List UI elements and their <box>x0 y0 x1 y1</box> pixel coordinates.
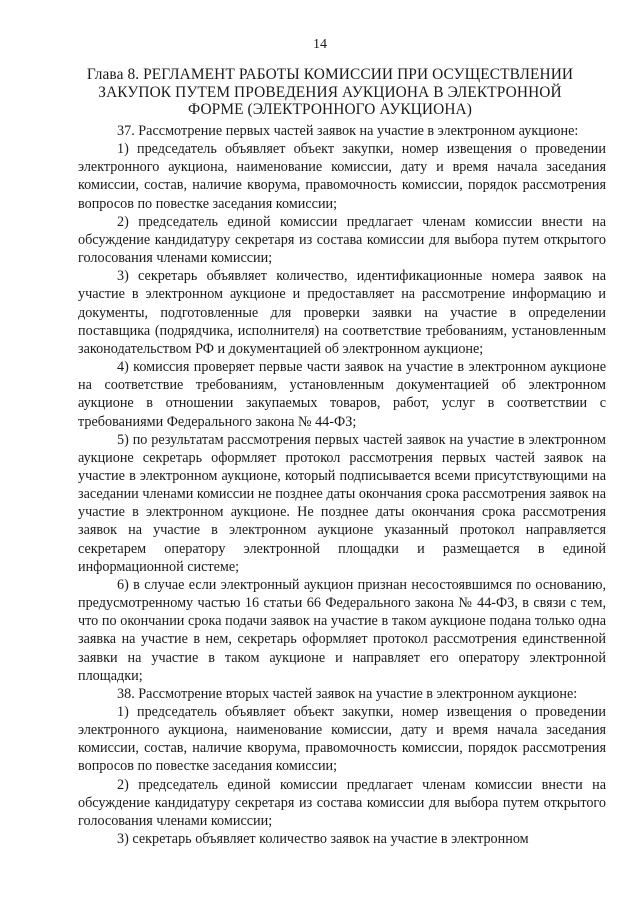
page-number: 14 <box>313 37 327 52</box>
paragraph-38-item-2: 2) председатель единой комиссии предлагает членам комиссии внести на обсуждение кандидатуру секретаря из состава комиссии для выбора путем открытого голосования членами комиссии; <box>78 776 606 829</box>
paragraph-38-item-1: 1) председатель объявляет объект закупки, номер извещения о проведении электронного аукциона, наименование комиссии, дату и время начала заседания комиссии, состав, наличие кворума, правомочность комиссии, порядок рассмотрения вопросов по повестке заседания комиссии; <box>78 704 606 775</box>
paragraph-section-37-heading: 37. Рассмотрение первых частей заявок на участие в электронном аукционе: <box>117 123 579 139</box>
paragraph-37-item-1: 1) председатель объявляет объект закупки, номер извещения о проведении электронного аукциона, наименование комиссии, дату и время начала заседания комиссии, состав, наличие кворума, правомочность комиссии, порядок рассмотрения вопросов по повестке заседания комиссии; <box>78 141 606 212</box>
paragraph-37-item-5: 5) по результатам рассмотрения первых частей заявок на участие в электронном аукционе секретарь оформляет протокол рассмотрения первых частей заявок на участие в электронном аукционе, который подписывается всеми присутствующими на заседании членами комиссии не позднее даты окончания срока рассмотрения заявок на участие в электронном аукционе. Не позднее даты окончания срока рассмотрения заявок на участие в электронном аукционе указанный протокол направляется секретарем оператору электронной площадки и размещается в единой информационной системе; <box>78 431 606 575</box>
paragraph-37-item-3: 3) секретарь объявляет количество, идентификационные номера заявок на участие в электронном аукционе и предоставляет на рассмотрение информацию и документы, подготовленные для проверки заявки на участие в определении поставщика (подрядчика, исполнителя) на соответствие требованиям, установленным законодательством РФ и документацией об электронном аукционе; <box>78 268 606 357</box>
paragraph-37-item-2: 2) председатель единой комиссии предлагает членам комиссии внести на обсуждение кандидатуру секретаря из состава комиссии для выбора путем открытого голосования членами комиссии; <box>78 213 606 267</box>
paragraph-38-item-3: 3) секретарь объявляет количество заявок на участие в электронном <box>117 831 529 848</box>
paragraph-37-item-6: 6) в случае если электронный аукцион признан несостоявшимся по основанию, предусмотренному частью 16 статьи 66 Федерального закона № 44-ФЗ, в связи с тем, что по окончании срока подачи заявок на участие в таком аукционе подана только одна заявка на участие в нем, секретарь оформляет протокол рассмотрения единственной заявки на участие в таком аукционе и направляет его оператору электронной площадки; <box>78 576 606 684</box>
paragraph-37-item-4: 4) комиссия проверяет первые части заявок на участие в электронном аукционе на соответствие требованиям, установленным документацией об электронном аукционе в отношении закупаемых товаров, работ, услуг в соответствии с требованиями Федерального закона № 44-ФЗ; <box>78 359 606 430</box>
paragraph-section-38-heading: 38. Рассмотрение вторых частей заявок на участие в электронном аукционе: <box>117 685 578 702</box>
body-text <box>78 122 606 848</box>
chapter-title: Глава 8. РЕГЛАМЕНТ РАБОТЫ КОМИССИИ ПРИ ОСУЩЕСТВЛЕНИИ ЗАКУПОК ПУТЕМ ПРОВЕДЕНИЯ АУКЦИОНА В ЭЛЕКТРОННОЙ ФОРМЕ (ЭЛЕКТРОННОГО АУКЦИОНА) <box>86 66 574 118</box>
